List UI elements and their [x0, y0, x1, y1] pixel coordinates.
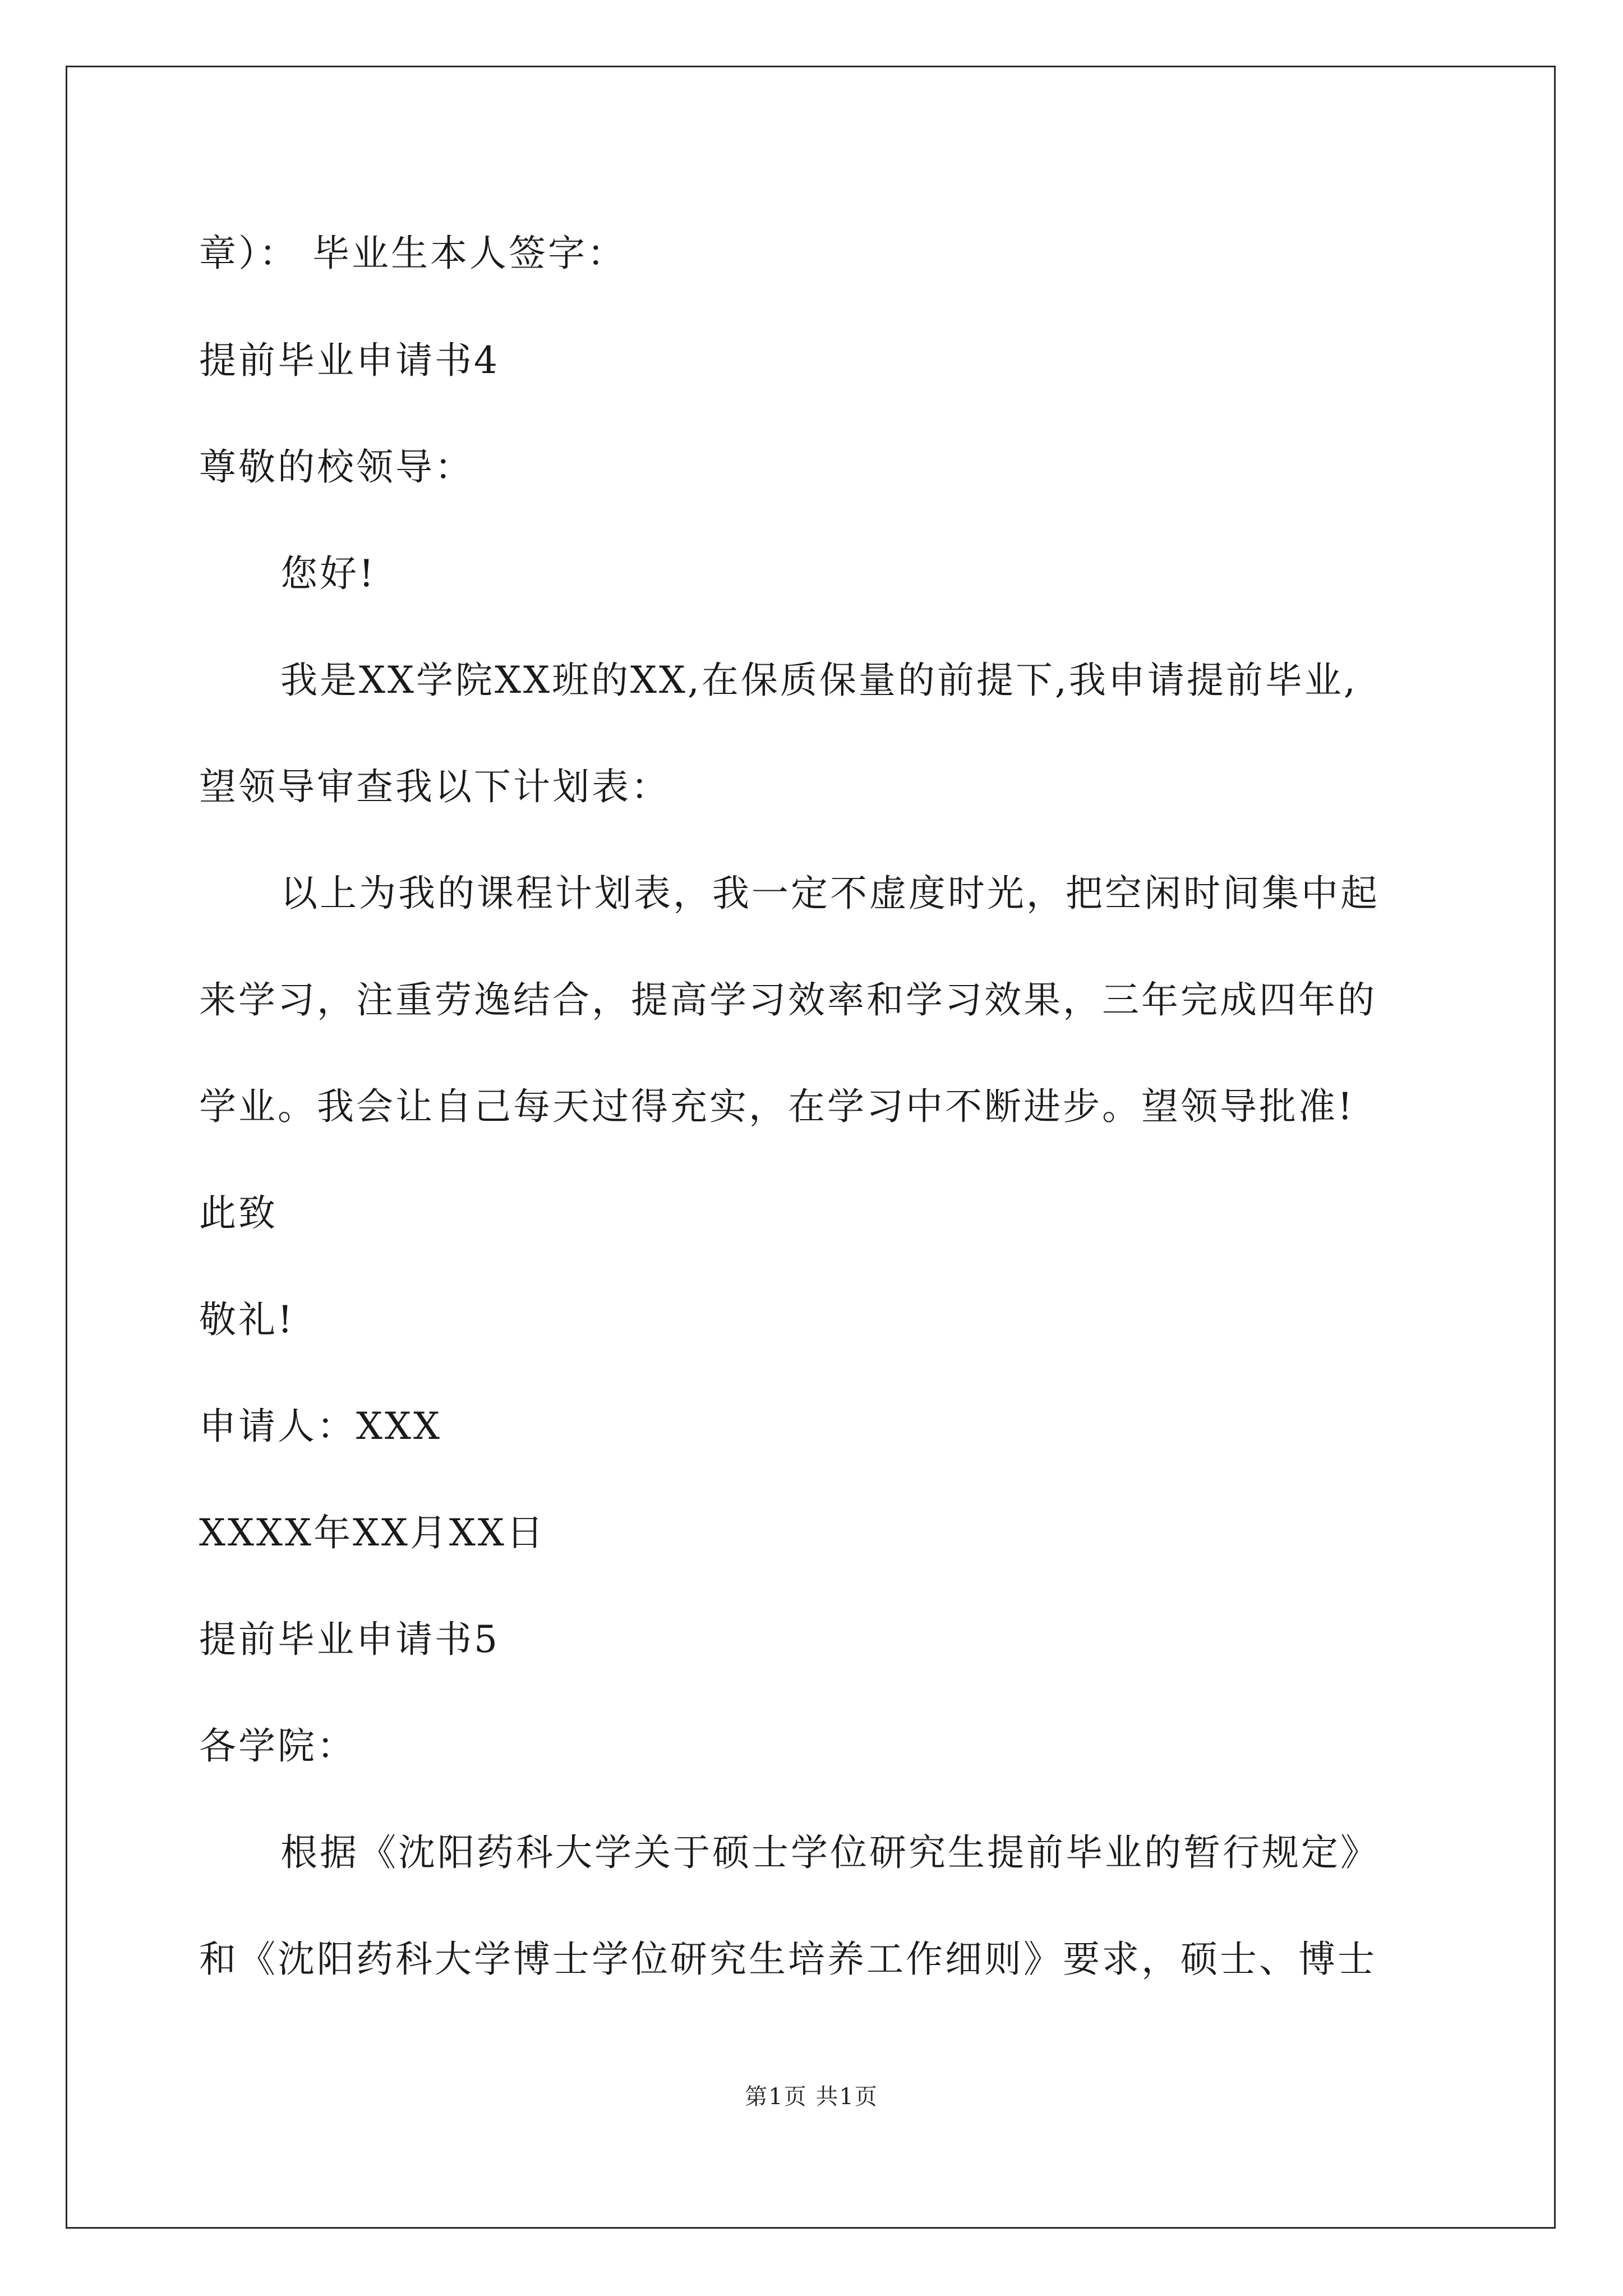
section-title-5: 提前毕业申请书5 — [199, 1618, 500, 1661]
body-paragraph-line: 和《沈阳药科大学博士学位研究生培养工作细则》要求，硕士、博士 — [199, 1938, 1377, 1981]
body-paragraph-line: 我是XX学院XX班的XX,在保质保量的前提下,我申请提前毕业, — [280, 659, 1358, 702]
applicant-line: 申请人：XXX — [199, 1405, 442, 1448]
greeting: 您好! — [280, 552, 376, 595]
page-border — [66, 66, 1556, 2229]
body-paragraph-line: 来学习，注重劳逸结合，提高学习效率和学习效果，三年完成四年的 — [199, 978, 1377, 1022]
closing-line: 此致 — [199, 1191, 278, 1235]
body-paragraph-line: 以上为我的课程计划表，我一定不虚度时光，把空闲时间集中起 — [280, 872, 1380, 915]
date-line: XXXX年XX月XX日 — [199, 1511, 546, 1554]
body-paragraph-line: 望领导审查我以下计划表： — [199, 765, 670, 808]
body-paragraph-line: 根据《沈阳药科大学关于硕士学位研究生提前毕业的暂行规定》 — [280, 1831, 1380, 1874]
section-title-4: 提前毕业申请书4 — [199, 339, 500, 382]
signature-line: 章）： 毕业生本人签字： — [199, 232, 626, 275]
salutation: 尊敬的校领导： — [199, 445, 474, 489]
addressee: 各学院： — [199, 1724, 356, 1768]
page-number-footer: 第1页 共1页 — [745, 2084, 878, 2110]
body-paragraph-line: 学业。我会让自己每天过得充实，在学习中不断进步。望领导批准! — [199, 1085, 1355, 1128]
closing-salute: 敬礼! — [199, 1298, 295, 1341]
